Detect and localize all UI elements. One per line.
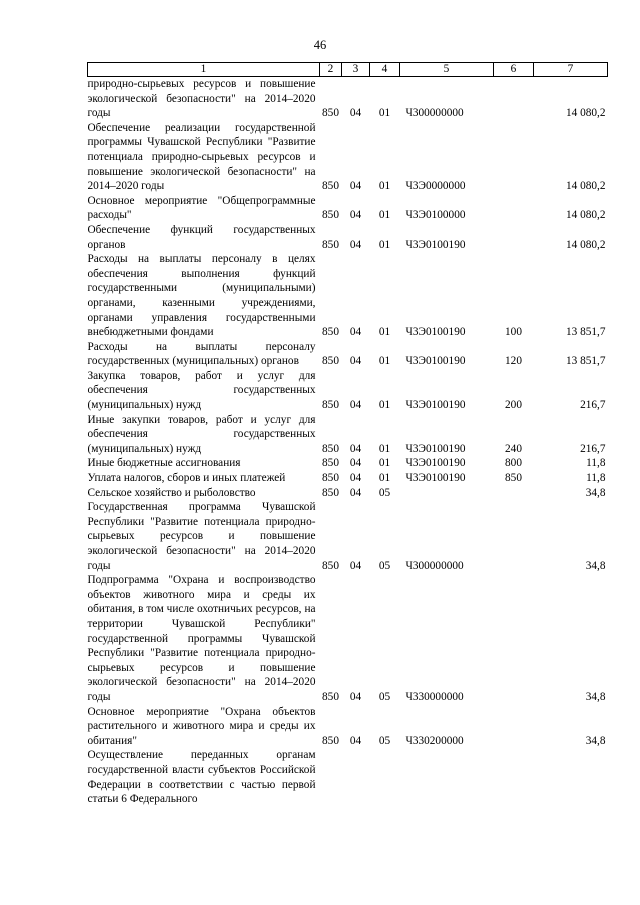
table-row <box>88 486 608 501</box>
column-header: 6 <box>494 63 534 77</box>
row-subsection: 01 <box>378 180 391 193</box>
column-header: 2 <box>320 63 342 77</box>
row-target-article: Ч3Э0100000 <box>405 209 466 222</box>
table-row <box>88 121 608 194</box>
row-subsection: 01 <box>378 399 391 412</box>
row-admin-code: 850 <box>322 238 339 251</box>
row-subsection: 01 <box>378 209 391 222</box>
row-admin-code <box>320 748 342 806</box>
table-row <box>88 340 608 369</box>
row-section: 04 <box>349 457 362 470</box>
row-amount: 34,8 <box>585 559 606 572</box>
row-target-article: Ч330200000 <box>405 734 464 747</box>
row-subsection: 05 <box>378 486 391 499</box>
row-subsection: 01 <box>378 442 391 455</box>
row-expense-type <box>494 223 534 252</box>
table-row <box>88 194 608 223</box>
row-section: 04 <box>349 107 362 120</box>
table-row <box>88 413 608 457</box>
row-target-article: Ч3Э0100190 <box>405 442 466 455</box>
row-expense-type <box>494 500 534 573</box>
table-row <box>88 369 608 413</box>
column-header: 4 <box>370 63 400 77</box>
row-subsection: 05 <box>378 690 391 703</box>
row-expense-type: 100 <box>505 326 522 339</box>
row-expense-type <box>494 573 534 704</box>
row-name: природно-сырьевых ресурсов и повышение экологической безопасности" на 2014–2020 годы <box>87 78 316 120</box>
row-target-article: Ч3Э0000000 <box>405 180 466 193</box>
row-expense-type <box>494 486 534 501</box>
column-header: 5 <box>400 63 494 77</box>
row-name: Подпрограмма "Охрана и воспроизводство объектов животного мира и среды их обитания, в том числе охотничьих ресурсов, на территории Чувашской Республики" государственной программы Чувашской Республики "Развитие потенциала природно-сырьевых ресурсов и повышение экологической безопасности" на 2014–2020 годы <box>87 574 316 703</box>
row-target-article: Ч3Э0100190 <box>405 399 466 412</box>
row-amount: 14 080,2 <box>565 209 606 222</box>
row-section <box>342 748 370 806</box>
row-subsection: 01 <box>378 457 391 470</box>
row-name: Иные закупки товаров, работ и услуг для обеспечения государственных (муниципальных) нужд <box>87 413 316 455</box>
row-target-article: Ч3Э0100190 <box>405 472 466 485</box>
row-expense-type: 120 <box>505 355 522 368</box>
row-amount: 14 080,2 <box>565 107 606 120</box>
row-section: 04 <box>349 180 362 193</box>
row-name: Государственная программа Чувашской Республики "Развитие потенциала природно-сырьевых ресурсов и повышение экологической безопасности" на 2014–2020 годы <box>87 501 316 572</box>
row-admin-code: 850 <box>322 690 339 703</box>
row-amount: 14 080,2 <box>565 238 606 251</box>
table-row <box>88 471 608 486</box>
row-target-article <box>400 486 494 501</box>
row-target-article: Ч3Э0100190 <box>405 457 466 470</box>
row-admin-code: 850 <box>322 326 339 339</box>
row-section: 04 <box>349 209 362 222</box>
table-row <box>88 748 608 806</box>
row-amount: 34,8 <box>585 734 606 747</box>
row-target-article <box>400 748 494 806</box>
row-expense-type <box>494 121 534 194</box>
table-row <box>88 500 608 573</box>
row-amount: 216,7 <box>580 399 606 412</box>
row-admin-code: 850 <box>322 457 339 470</box>
budget-table <box>87 62 608 807</box>
row-expense-type: 850 <box>505 472 522 485</box>
column-header: 1 <box>88 63 320 77</box>
row-section: 04 <box>349 326 362 339</box>
row-section: 04 <box>349 690 362 703</box>
row-subsection: 01 <box>378 326 391 339</box>
row-admin-code: 850 <box>322 209 339 222</box>
row-expense-type: 200 <box>505 399 522 412</box>
row-subsection: 01 <box>378 355 391 368</box>
row-section: 04 <box>349 238 362 251</box>
row-subsection: 01 <box>378 107 391 120</box>
row-expense-type <box>494 705 534 749</box>
row-amount: 11,8 <box>586 457 606 470</box>
row-target-article: Ч3Э0100190 <box>405 326 466 339</box>
row-expense-type <box>494 77 534 121</box>
row-name: Расходы на выплаты персоналу государственных (муниципальных) органов <box>87 340 316 368</box>
row-admin-code: 850 <box>322 559 339 572</box>
row-subsection <box>370 748 400 806</box>
column-header: 7 <box>534 63 608 77</box>
table-row <box>88 573 608 704</box>
row-section: 04 <box>349 472 362 485</box>
row-expense-type: 800 <box>505 457 522 470</box>
row-target-article: Ч3Э0100190 <box>405 238 466 251</box>
row-expense-type: 240 <box>505 442 522 455</box>
row-section: 04 <box>349 355 362 368</box>
row-section: 04 <box>349 442 362 455</box>
row-subsection: 05 <box>378 734 391 747</box>
row-admin-code: 850 <box>322 486 339 499</box>
row-name: Основное мероприятие "Охрана объектов растительного и животного мира и среды их обитания" <box>87 705 316 747</box>
page-number: 46 <box>313 38 327 52</box>
row-admin-code: 850 <box>322 399 339 412</box>
row-subsection: 05 <box>378 559 391 572</box>
table-row <box>88 77 608 121</box>
row-name: Сельское хозяйство и рыболовство <box>87 486 256 499</box>
table-body <box>88 77 608 807</box>
row-target-article: Ч300000000 <box>405 559 464 572</box>
row-amount: 11,8 <box>586 472 606 485</box>
row-admin-code: 850 <box>322 355 339 368</box>
row-name: Основное мероприятие "Общепрограммные расходы" <box>87 194 316 222</box>
row-name: Обеспечение реализации государственной программы Чувашской Республики "Развитие потенциала природно-сырьевых ресурсов и повышение экологической безопасности" на 2014–2020 годы <box>87 121 316 193</box>
table-row <box>88 223 608 252</box>
row-admin-code: 850 <box>322 472 339 485</box>
row-section: 04 <box>349 399 362 412</box>
row-amount: 13 851,7 <box>565 355 606 368</box>
table-row <box>88 252 608 340</box>
row-target-article: Ч330000000 <box>405 690 464 703</box>
table-row <box>88 705 608 749</box>
row-target-article: Ч3Э0100190 <box>405 355 466 368</box>
row-amount: 13 851,7 <box>565 326 606 339</box>
row-admin-code: 850 <box>322 107 339 120</box>
row-section: 04 <box>349 559 362 572</box>
row-name: Расходы на выплаты персоналу в целях обеспечения выполнения функций государственными (муниципальными) органами, казенными учреждениями, органами управления государственными внебюджетными фондами <box>87 253 316 339</box>
row-subsection: 01 <box>378 238 391 251</box>
row-admin-code: 850 <box>322 180 339 193</box>
row-name: Осуществление переданных органам государственной власти субъектов Российской Федерации в соответствии с частью первой статьи 6 Федерального <box>87 749 316 806</box>
row-amount: 216,7 <box>580 442 606 455</box>
row-amount <box>534 748 608 806</box>
row-expense-type <box>494 194 534 223</box>
row-name: Обеспечение функций государственных органов <box>87 223 316 251</box>
row-subsection: 01 <box>378 472 391 485</box>
row-admin-code: 850 <box>322 442 339 455</box>
column-header: 3 <box>342 63 370 77</box>
row-expense-type <box>494 748 534 806</box>
row-section: 04 <box>349 486 362 499</box>
row-target-article: Ч300000000 <box>405 107 464 120</box>
row-amount: 34,8 <box>585 690 606 703</box>
row-admin-code: 850 <box>322 734 339 747</box>
row-name: Закупка товаров, работ и услуг для обеспечения государственных (муниципальных) нужд <box>87 369 316 412</box>
table-row <box>88 456 608 471</box>
row-amount: 14 080,2 <box>565 180 606 193</box>
table-header-row <box>88 63 608 77</box>
row-name: Иные бюджетные ассигнования <box>87 457 241 470</box>
row-section: 04 <box>349 734 362 747</box>
row-name: Уплата налогов, сборов и иных платежей <box>87 472 286 485</box>
row-amount: 34,8 <box>585 486 606 499</box>
